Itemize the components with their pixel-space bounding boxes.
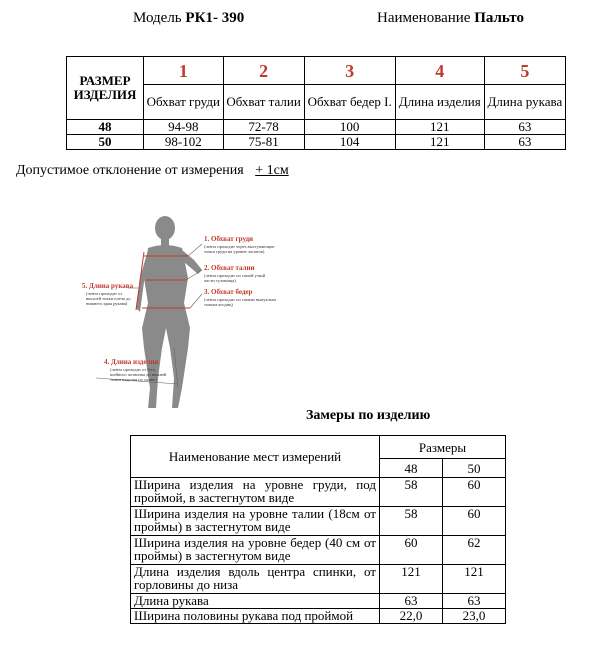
measure-value: 62 bbox=[442, 536, 505, 565]
model-value: РК1- 390 bbox=[185, 10, 245, 26]
table-cell: 94-98 bbox=[144, 120, 224, 135]
label-waist-title: 2. Обхват талии bbox=[204, 264, 255, 272]
label-chest-title: 1. Обхват груди bbox=[204, 235, 254, 243]
label-sleeve-note: высшей точки плеча до bbox=[86, 296, 131, 301]
table-row bbox=[131, 594, 506, 609]
measure-head-name: Наименование мест измерений bbox=[131, 436, 380, 478]
table-cell: 98-102 bbox=[144, 135, 224, 150]
size-header: 48 bbox=[379, 459, 442, 478]
measure-name: Ширина изделия на уровне бедер (40 см от проймы) в застегнутом виде bbox=[131, 536, 380, 565]
model-label: Модель bbox=[133, 10, 182, 26]
measurement-figure bbox=[78, 208, 308, 413]
column-number: 3 bbox=[304, 57, 395, 85]
label-length-note: (лента проходит от 6-го bbox=[110, 367, 156, 372]
measure-value: 121 bbox=[442, 565, 505, 594]
measure-value: 23,0 bbox=[442, 609, 505, 624]
measure-value: 60 bbox=[442, 478, 505, 507]
size-corner-label: РАЗМЕР ИЗДЕЛИЯ bbox=[67, 57, 144, 120]
tolerance-text: Допустимое отклонение от измерения bbox=[16, 163, 244, 178]
name-value: Пальто bbox=[474, 10, 524, 26]
measure-head-sizes: Размеры bbox=[379, 436, 505, 459]
table-cell: 63 bbox=[484, 135, 565, 150]
measure-value: 121 bbox=[379, 565, 442, 594]
label-sleeve-note: нижнего края рукава) bbox=[86, 301, 128, 306]
table-row bbox=[131, 536, 506, 565]
tolerance-note bbox=[16, 163, 289, 179]
column-header: Обхват бедер I. bbox=[304, 85, 395, 120]
column-number: 4 bbox=[395, 57, 484, 85]
table-cell: 104 bbox=[304, 135, 395, 150]
column-header: Длина изделия bbox=[395, 85, 484, 120]
measure-name: Ширина изделия на уровне талии (18см от проймы) в застегнутом виде bbox=[131, 507, 380, 536]
label-hips-note: точкам ягодиц) bbox=[204, 302, 233, 307]
label-chest-note: (лента проходит через выступающие bbox=[204, 244, 275, 249]
table-cell: 63 bbox=[484, 120, 565, 135]
table-cell: 121 bbox=[395, 135, 484, 150]
measure-name: Длина рукава bbox=[131, 594, 380, 609]
size-cell: 48 bbox=[67, 120, 144, 135]
size-header: 50 bbox=[442, 459, 505, 478]
label-waist-note: (лента проходит по самой узкой bbox=[204, 273, 266, 278]
table-cell: 72-78 bbox=[223, 120, 304, 135]
size-table bbox=[66, 56, 566, 150]
table-row bbox=[131, 565, 506, 594]
measure-value: 58 bbox=[379, 478, 442, 507]
label-length-note: шейного позвонка до нижней bbox=[110, 372, 167, 377]
column-number: 5 bbox=[484, 57, 565, 85]
table-row bbox=[67, 135, 566, 150]
model-header bbox=[133, 10, 244, 27]
measure-value: 63 bbox=[379, 594, 442, 609]
measure-name: Ширина изделия на уровне груди, под проймой, в застегнутом виде bbox=[131, 478, 380, 507]
column-number: 2 bbox=[223, 57, 304, 85]
measure-value: 22,0 bbox=[379, 609, 442, 624]
measure-value: 63 bbox=[442, 594, 505, 609]
label-hips-title: 3. Обхват бедер bbox=[204, 288, 253, 296]
measure-name: Длина изделия вдоль центра спинки, от горловины до низа bbox=[131, 565, 380, 594]
tolerance-value: + 1см bbox=[255, 163, 289, 178]
column-number: 1 bbox=[144, 57, 224, 85]
column-header: Обхват груди bbox=[144, 85, 224, 120]
table-row bbox=[131, 609, 506, 624]
label-waist-note: части туловища) bbox=[204, 278, 236, 283]
table-row bbox=[131, 478, 506, 507]
label-length-note: точки изделия по спине) bbox=[110, 377, 157, 382]
label-hips-note: (лента проходит по самым выпуклым bbox=[204, 297, 276, 302]
label-sleeve-note: (лента проходит от bbox=[86, 291, 123, 296]
table-row bbox=[67, 120, 566, 135]
label-length-title: 4. Длина изделия bbox=[104, 358, 159, 366]
measure-value: 58 bbox=[379, 507, 442, 536]
size-cell: 50 bbox=[67, 135, 144, 150]
table-cell: 75-81 bbox=[223, 135, 304, 150]
measure-name: Ширина половины рукава под проймой bbox=[131, 609, 380, 624]
measurements-table bbox=[130, 435, 506, 624]
measure-value: 60 bbox=[379, 536, 442, 565]
table-cell: 100 bbox=[304, 120, 395, 135]
column-header: Длина рукава bbox=[484, 85, 565, 120]
product-name-header bbox=[377, 10, 524, 27]
column-header: Обхват талии bbox=[223, 85, 304, 120]
name-label: Наименование bbox=[377, 10, 471, 26]
label-chest-note: точки груди на уровне лопаток) bbox=[204, 249, 265, 254]
table-row bbox=[131, 507, 506, 536]
measure-value: 60 bbox=[442, 507, 505, 536]
measurements-title: Замеры по изделию bbox=[306, 408, 431, 423]
label-sleeve-title: 5. Длина рукава bbox=[82, 282, 134, 290]
table-cell: 121 bbox=[395, 120, 484, 135]
